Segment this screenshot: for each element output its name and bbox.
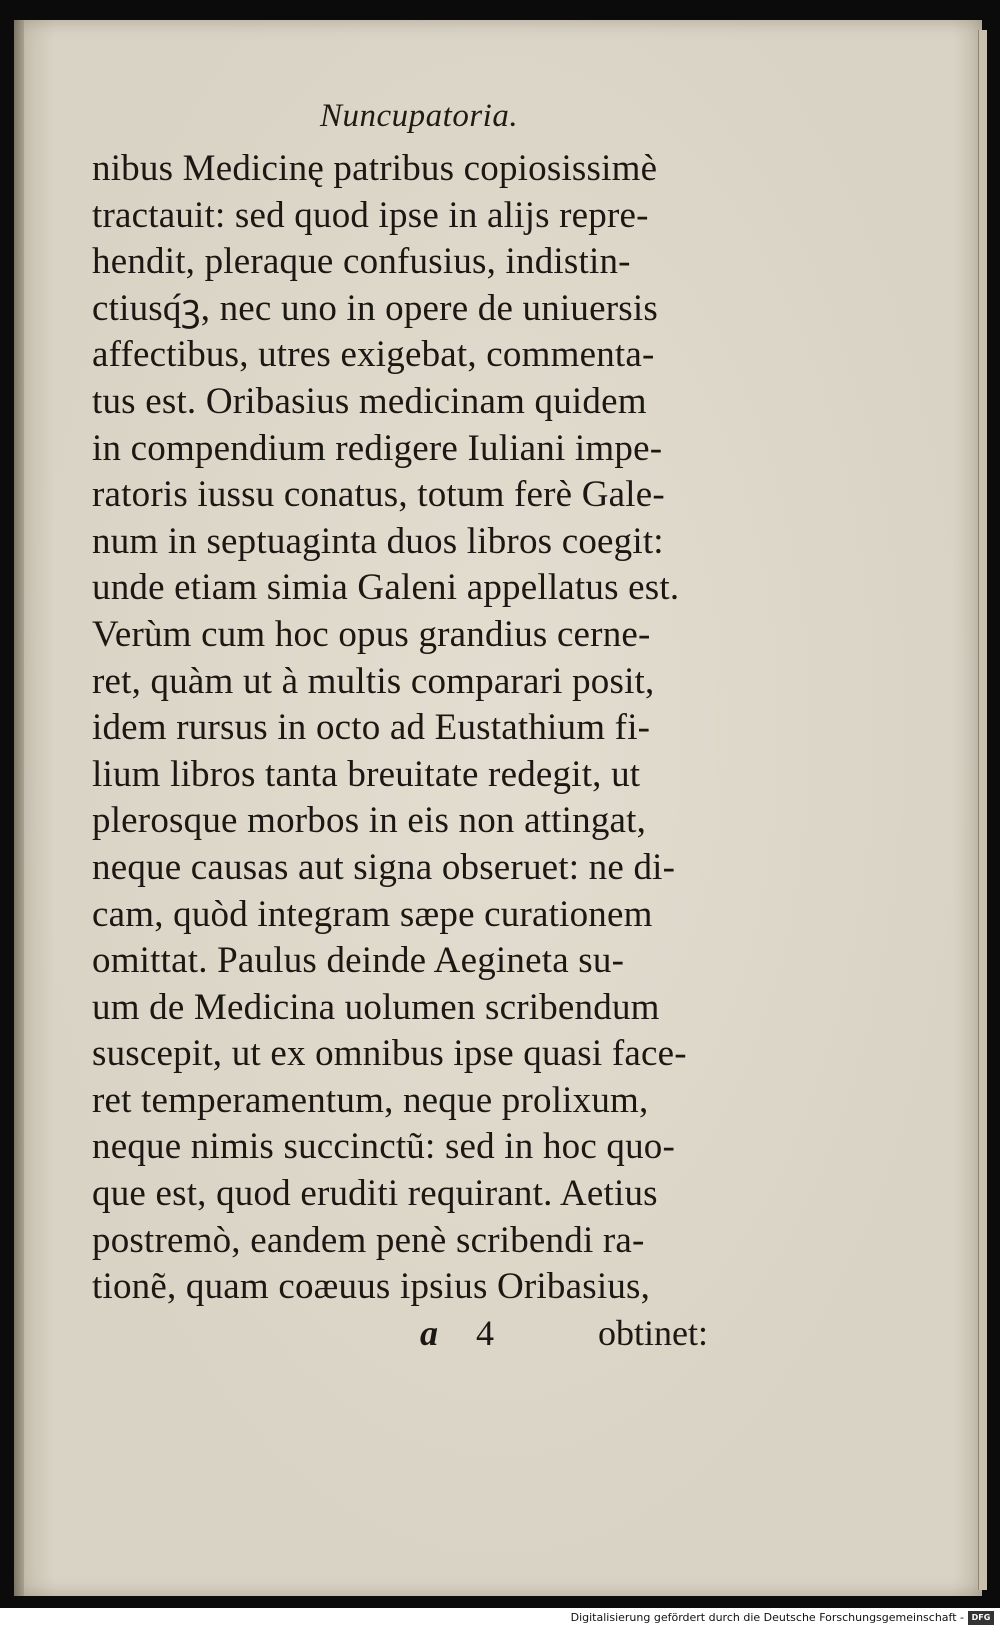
text-line: num in septuaginta duos libros coegit:	[92, 520, 664, 562]
page-gutter-shadow	[14, 20, 24, 1596]
text-line: ratoris iussu conatus, totum ferè Gale-	[92, 474, 665, 516]
text-line: tionẽ, quam coæuus ipsius Oribasius,	[92, 1266, 651, 1308]
signature-number: 4	[476, 1313, 494, 1353]
text-line: ret, quàm ut à multis comparari posit,	[92, 660, 655, 702]
text-line: hendit, pleraque confusius, indistin-	[92, 241, 631, 283]
text-line: idem rursus in octo ad Eustathium fi-	[92, 707, 651, 749]
text-line: tus est. Oribasius medicinam quidem	[92, 380, 647, 422]
catchword: obtinet:	[598, 1313, 708, 1353]
text-line: nibus Medicinę patribus copiosissimè	[92, 148, 658, 189]
text-line: affectibus, utres exigebat, commenta-	[92, 334, 655, 376]
page-edge	[978, 30, 987, 1590]
text-line: suscepit, ut ex omnibus ipse quasi face-	[92, 1033, 687, 1075]
digitization-credit: Digitalisierung gefördert durch die Deutsche Forschungsgemeinschaft -	[570, 1611, 964, 1624]
text-line: neque nimis succinctũ: sed in hoc quo-	[92, 1126, 676, 1168]
text-line: omittat. Paulus deinde Aegineta su-	[92, 940, 625, 982]
text-line: lium libros tanta breuitate redegit, ut	[92, 753, 641, 795]
text-line: plerosque morbos in eis non attingat,	[92, 800, 647, 842]
text-line: in compendium redigere Iuliani impe-	[92, 427, 663, 469]
text-line: ctiusq́ꝫ, nec uno in opere de uniuersis	[92, 287, 658, 329]
text-block	[92, 146, 752, 1311]
text-line: postremò, eandem penè scribendi ra-	[92, 1219, 645, 1261]
signature-mark	[420, 1312, 540, 1356]
text-line: neque causas aut signa obseruet: ne di-	[92, 846, 676, 888]
text-line: Verùm cum hoc opus grandius cerne-	[92, 613, 651, 655]
signature-letter: a	[420, 1313, 438, 1353]
text-line: tractauit: sed quod ipse in alijs repre-	[92, 194, 649, 236]
text-line: ret temperamentum, neque prolixum,	[92, 1079, 649, 1121]
text-line: cam, quòd integram sæpe curationem	[92, 893, 653, 935]
dfg-logo: DFG	[968, 1611, 994, 1625]
text-line: um de Medicina uolumen scribendum	[92, 986, 660, 1028]
running-head: Nuncupatoria.	[320, 98, 519, 134]
text-line: unde etiam simia Galeni appellatus est.	[92, 567, 680, 609]
text-line: que est, quod eruditi requirant. Aetius	[92, 1173, 658, 1215]
